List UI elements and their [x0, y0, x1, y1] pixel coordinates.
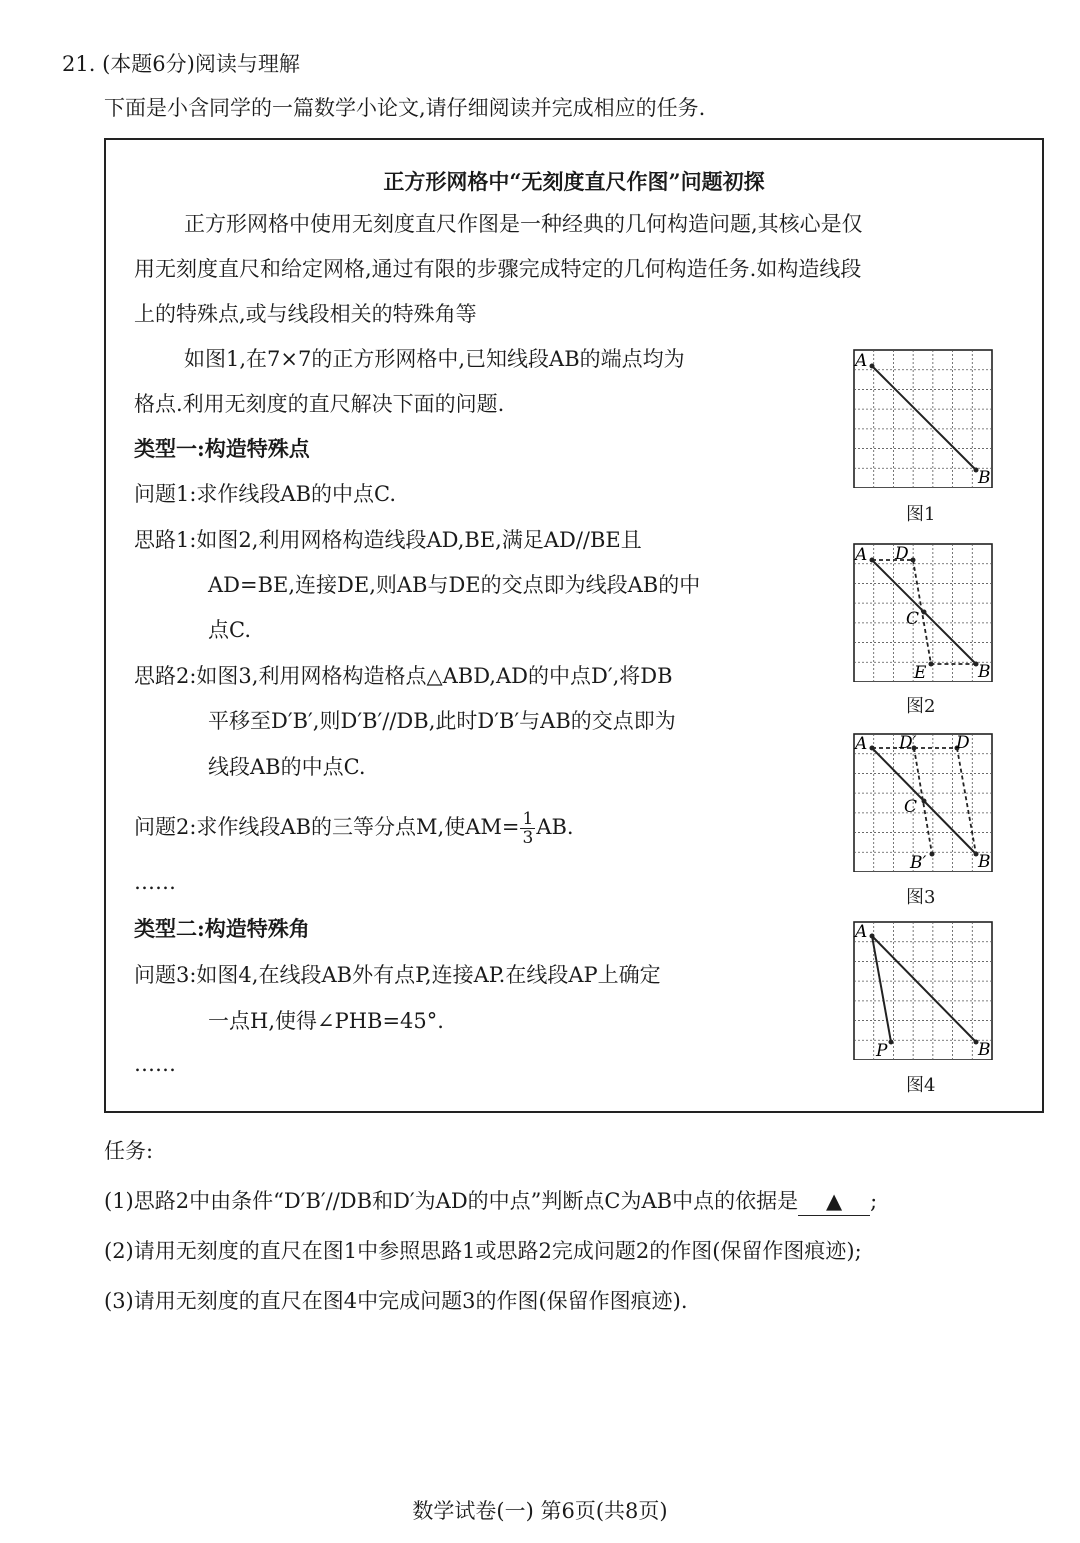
para1-line1: 正方形网格中使用无刻度直尺作图是一种经典的几何构造问题,其核心是仅 [184, 212, 863, 236]
figure-1-caption: 图1 [906, 504, 936, 525]
page-footer: 数学试卷(一) 第6页(共8页) [412, 1499, 668, 1523]
label-p: P [876, 1041, 888, 1060]
point-a [870, 934, 875, 939]
grid [854, 350, 992, 488]
label-b: B [978, 1040, 991, 1060]
label-a: A [855, 922, 868, 942]
point-a [870, 558, 875, 563]
idea2-line1: 思路2:如图3,利用网格构造格点△ABD,AD的中点D′,将DB [134, 664, 673, 688]
grid [854, 922, 992, 1060]
point-c [922, 799, 927, 804]
task-1 [104, 1187, 877, 1216]
article-title: 正方形网格中“无刻度直尺作图”问题初探 [383, 169, 765, 194]
task-1-text: (1)思路2中由条件“D′B′//DB和D′为AD的中点”判断点C为AB中点的依据是 [104, 1189, 799, 1213]
ellipsis-1: …… [134, 870, 176, 894]
idea1-line3: 点C. [208, 618, 251, 642]
label-a: A [855, 351, 868, 371]
label-c: C [906, 609, 920, 629]
point-a [870, 746, 875, 751]
idea2-line2: 平移至D′B′,则D′B′//DB,此时D′B′与AB的交点即为 [208, 709, 676, 733]
figure-4 [850, 918, 996, 1060]
problem2 [134, 810, 574, 847]
type2-heading: 类型二:构造特殊角 [134, 916, 310, 941]
para1-line2: 用无刻度直尺和给定网格,通过有限的步骤完成特定的几何构造任务.如构造线段 [134, 257, 862, 281]
figure-3-caption: 图3 [906, 887, 936, 908]
question-header: 21. (本题6分)阅读与理解 [62, 52, 300, 76]
label-b-prime: B′ [910, 853, 927, 872]
fraction-numerator: 1 [522, 809, 534, 829]
problem3-line2: 一点H,使得∠PHB=45°. [208, 1009, 444, 1033]
para2-line1: 如图1,在7×7的正方形网格中,已知线段AB的端点均为 [184, 347, 685, 371]
label-a: A [855, 545, 868, 565]
problem3-line1: 问题3:如图4,在线段AB外有点P,连接AP.在线段AP上确定 [134, 963, 661, 987]
grid-frame [854, 350, 992, 488]
idea2-line3: 线段AB的中点C. [208, 755, 366, 779]
point-p [889, 1040, 894, 1045]
point-d [911, 558, 916, 563]
idea1-line2: AD=BE,连接DE,则AB与DE的交点即为线段AB的中 [208, 573, 701, 597]
figure-3 [850, 730, 996, 872]
segment-ab [872, 366, 976, 470]
task-1-end: ; [870, 1189, 878, 1213]
label-b: B [978, 852, 991, 872]
question-intro: 下面是小含同学的一篇数学小论文,请仔细阅读并完成相应的任务. [104, 96, 706, 120]
point-e [929, 662, 934, 667]
label-d-prime: D′ [899, 733, 917, 753]
problem1: 问题1:求作线段AB的中点C. [134, 482, 397, 506]
type1-heading: 类型一:构造特殊点 [134, 436, 310, 461]
figure-1 [850, 346, 996, 488]
answer-blank[interactable]: ▲ [798, 1187, 870, 1216]
point-a [870, 364, 875, 369]
task-3: (3)请用无刻度的直尺在图4中完成问题3的作图(保留作图痕迹). [104, 1289, 688, 1313]
ellipsis-2: …… [134, 1052, 176, 1076]
label-b: B [978, 468, 991, 488]
figure-4-caption: 图4 [906, 1075, 936, 1096]
fraction-denominator: 3 [522, 828, 534, 848]
figure-2 [850, 540, 996, 682]
point-b-prime [930, 852, 935, 857]
label-a: A [855, 734, 868, 754]
idea1-line1: 思路1:如图2,利用网格构造线段AD,BE,满足AD//BE且 [134, 528, 642, 552]
point-c [922, 610, 927, 615]
label-b: B [978, 662, 991, 682]
grid-frame [854, 922, 992, 1060]
figure-2-caption: 图2 [906, 696, 936, 717]
label-e: E [914, 663, 927, 682]
problem2-text-end: AB. [536, 815, 574, 839]
para2-line2: 格点.利用无刻度的直尺解决下面的问题. [134, 392, 505, 416]
label-d: D [895, 544, 909, 564]
fraction-one-third [520, 810, 535, 847]
task-2: (2)请用无刻度的直尺在图1中参照思路1或思路2完成问题2的作图(保留作图痕迹); [104, 1239, 862, 1263]
label-c: C [904, 797, 918, 817]
para1-line3: 上的特殊点,或与线段相关的特殊角等 [134, 302, 477, 326]
tasks-heading: 任务: [104, 1139, 154, 1163]
problem2-text: 问题2:求作线段AB的三等分点M,使AM= [134, 815, 520, 839]
label-d: D [956, 733, 970, 753]
